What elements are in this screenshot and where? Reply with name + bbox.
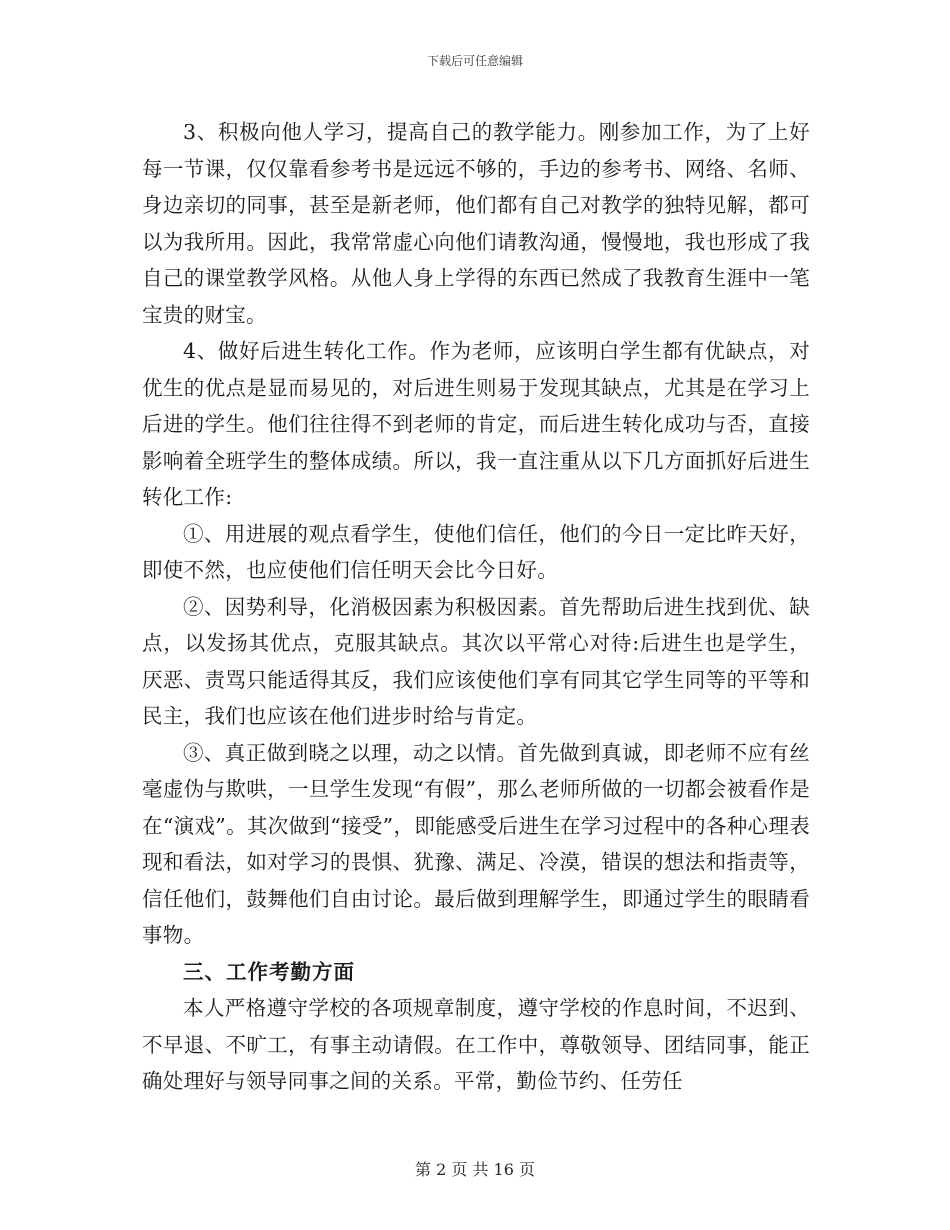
page-header: 下载后可任意编辑 bbox=[426, 54, 523, 68]
paragraph-point-2: ②、因势利导，化消极因素为积极因素。首先帮助后进生找到优、缺点，以发扬其优点，克服其缺点。其次以平常心对待:后进生也是学生，厌恶、责骂只能适得其反，我们应该使他们享有同其它学生同等的平等和民主，我们也应该在他们进步时给与肯定。 bbox=[142, 594, 810, 728]
paragraph-underachiever-work: 4、做好后进生转化工作。作为老师，应该明白学生都有优缺点，对优生的优点是显而易见的，对后进生则易于发现其缺点，尤其是在学习上后进的学生。他们往往得不到老师的肯定，而后进生转化成功与否，直接影响着全班学生的整体成绩。所以，我一直注重从以下几方面抓好后进生转化工作: bbox=[142, 339, 810, 509]
paragraph-point-3: ③、真正做到晓之以理，动之以情。首先做到真诚，即老师不应有丝毫虚伪与欺哄，一旦学生发现“有假”，那么老师所做的一切都会被看作是在“演戏”。其次做到“接受”，即能感受后进生在学习过程中的各种心理表现和看法，如对学习的畏惧、犹豫、满足、冷漠，错误的想法和指责等，信任他们，鼓舞他们自由讨论。最后做到理解学生，即通过学生的眼睛看事物。 bbox=[142, 740, 810, 947]
document-body bbox=[142, 114, 810, 1100]
paragraph-attendance: 本人严格遵守学校的各项规章制度，遵守学校的作息时间，不迟到、不早退、不旷工，有事主动请假。在工作中，尊敬领导、团结同事，能正确处理好与领导同事之间的关系。平常，勤俭节约、任劳任 bbox=[142, 996, 810, 1093]
paragraph-point-1: ①、用进展的观点看学生，使他们信任，他们的今日一定比昨天好，即使不然，也应使他们信任明天会比今日好。 bbox=[142, 521, 810, 582]
section-heading-attendance: 三、工作考勤方面 bbox=[183, 959, 355, 984]
page-number-footer: 第 2 页 共 16 页 bbox=[415, 1160, 535, 1179]
paragraph-learn-from-others: 3、积极向他人学习，提高自己的教学能力。刚参加工作，为了上好每一节课，仅仅靠看参考书是远远不够的，手边的参考书、网络、名师、身边亲切的同事，甚至是新老师，他们都有自己对教学的独特见解，都可以为我所用。因此，我常常虚心向他们请教沟通，慢慢地，我也形成了我自己的课堂教学风格。从他人身上学得的东西已然成了我教育生涯中一笔宝贵的财宝。 bbox=[142, 120, 810, 327]
